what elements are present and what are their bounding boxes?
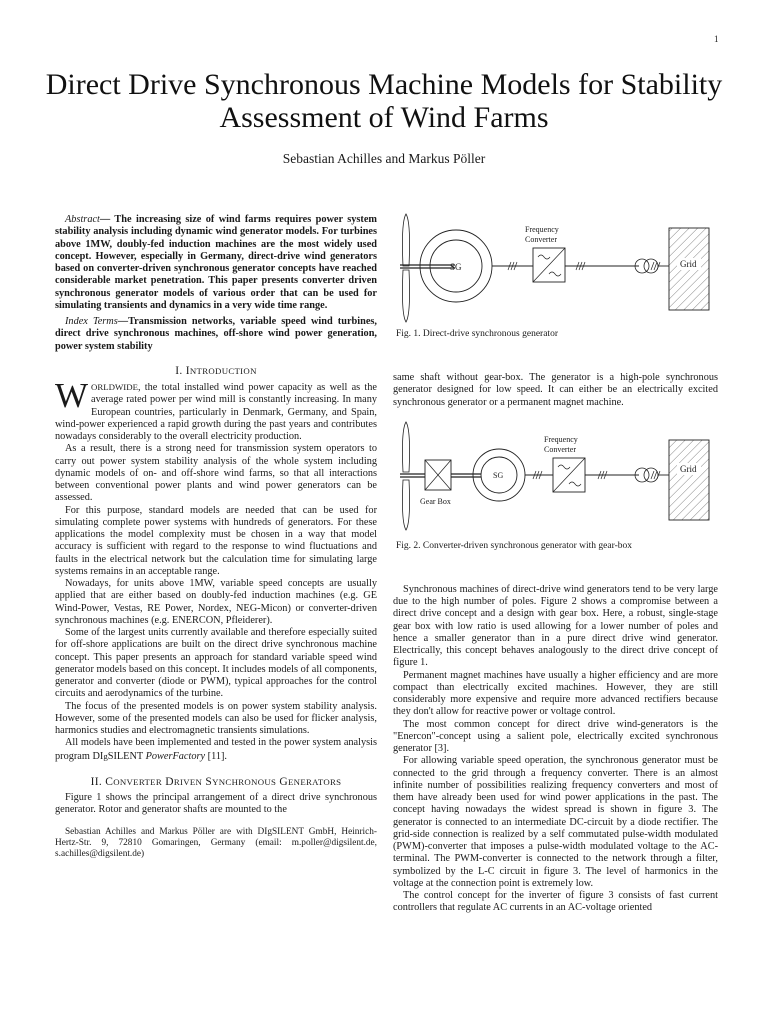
converter-diagonal bbox=[533, 248, 565, 282]
first-word-rest: ORLDWIDE bbox=[91, 382, 138, 392]
gearbox-label: Gear Box bbox=[420, 497, 451, 506]
converter-label-2: Converter bbox=[544, 445, 576, 454]
right-paragraph-4: For allowing variable speed operation, the synchronous generator must be connected to the grid through a frequency converter. There is an almost infinite number of possibilities realizing frequency converters and most of them have already been used for wind power applications in the past. The concept having nowadays the widest spread is shown in figure 3. The generator is connected to an intermediate DC-circuit by a diode rectifier. The grid-side connection is realized by a self commutated pulse-width modulated (PWM)-converter that imposes a pulse-width modulated voltage to the AC-terminal. The PWM-converter is connected to the network through a filter, symbolized by the L-C circuit in figure 3. The level of harmonics in the voltage at the connection point is extremely low. bbox=[393, 755, 718, 889]
right-paragraph-0: same shaft without gear-box. The generator is a high-pole synchronous generator designed for low speed. It can either be an electrically excited synchronous generator or a permanent magnet machine. bbox=[393, 372, 718, 408]
three-phase-mark-1 bbox=[508, 262, 517, 270]
sh-ynchronous: YNCHRONOUS bbox=[212, 776, 277, 787]
right-paragraph-2: Permanent magnet machines have usually a higher efficiency and are more compact than electrically excited machines. However, they are still considerably more expensive and require more advanced rectifiers because they don't allow for reactive power or voltage control. bbox=[393, 669, 718, 718]
abstract-text: — The increasing size of wind farms requires power system stability analysis including dynamic wind generator models. For turbines above 1MW, doubly-fed induction machines are the most widely used concept. However, especially in Germany, direct-drive wind generators based on converter-driven synchronous generator concepts have reached considerable market penetration. This paper presents converter driven synchronous generator models of various order that can be used for simulating transients and dynamics in a very wide time range. bbox=[55, 214, 377, 311]
paper-authors: Sebastian Achilles and Markus Pöller bbox=[282, 151, 486, 166]
transformer-secondary bbox=[644, 259, 658, 273]
converter-label-1: Frequency bbox=[544, 435, 578, 444]
figure-1-caption: Fig. 1. Direct-drive synchronous generator bbox=[396, 329, 558, 339]
section-number: I. bbox=[175, 364, 183, 377]
intro-paragraph-2: As a result, there is a strong need for transmission system operators to carry out power system stability analysis of the whole system including dynamic models of on- and off-shore wind farms, so that all interactions between conventional power plants and wind power generators can be assessed. bbox=[55, 443, 377, 504]
section2-paragraph-1: Figure 1 shows the principal arrangement of a direct drive synchronous generator. Rotor and generator shafts are mounted to the bbox=[55, 792, 377, 816]
intro-paragraph-3: For this purpose, standard models are needed that can be used for simulating complete power systems with hundreds of generators. For these applications the model complexity must be chosen in a way that model accuracy is sufficient with regard to the response to wind fluctuations and faults in the electrical network but the calculation time for simulating large systems remains in an acceptable range. bbox=[55, 504, 377, 577]
three-phase-mark-2 bbox=[598, 471, 607, 479]
section-title-initial: I bbox=[185, 364, 190, 377]
p7-end: [11]. bbox=[205, 750, 227, 762]
ac-wave-output bbox=[549, 272, 561, 276]
p7-mid: SILENT bbox=[107, 750, 146, 762]
intro-paragraph-6: The focus of the presented models is on power system stability analysis. However, some of the presented models can also be used for flicker analysis, harmonics studies and electromagnetic transients simulations. bbox=[55, 700, 377, 736]
powerfactory-name: PowerFactory bbox=[145, 750, 206, 762]
author-footnote: Sebastian Achilles and Markus Pöller are with DIgSILENT GmbH, Heinrich-Hertz-Str. 9, 72810 Gomaringen, Germany (email: m.poller@digsilent.de, s.achilles@digsilent.de) bbox=[55, 826, 377, 859]
converter-diagonal bbox=[553, 458, 585, 492]
ac-wave-output bbox=[569, 482, 581, 486]
abstract-label: Abstract bbox=[65, 214, 100, 225]
index-terms bbox=[55, 316, 377, 353]
blade-bottom bbox=[402, 270, 409, 322]
sh-riven: RIVEN bbox=[173, 776, 203, 787]
section-heading-converter bbox=[55, 776, 377, 788]
converter-label-2: Converter bbox=[525, 235, 557, 244]
left-column bbox=[55, 214, 377, 860]
paper-title: Direct Drive Synchronous Machine Models for Stability Assessment of Wind Farms bbox=[45, 68, 723, 134]
right-paragraph-1: Synchronous machines of direct-drive wind generators tend to be very large due to the high number of poles. Figure 2 shows a compromise between a direct drive concept and a design with gear box. Here, a robust, single-stage gear box with low ratio is used allowing for a lower number of poles and hence a smaller generator than in a pure direct drive wind generator. Electrically, this concept behaves analogously to the direct drive concept of figure 1. bbox=[393, 583, 718, 669]
section-title-rest: NTRODUCTION bbox=[189, 365, 257, 376]
three-phase-mark-1 bbox=[533, 471, 542, 479]
right-paragraph-5: The control concept for the inverter of figure 3 consists of fast current controllers that regulate AC currents in an AC-voltage oriented bbox=[393, 890, 718, 914]
figure-1-diagram bbox=[393, 210, 718, 326]
index-terms-text: —Transmission networks, variable speed wind turbines, direct drive synchronous machines, off-shore wind power generation, power system stability bbox=[55, 316, 377, 352]
right-paragraph-3: The most common concept for direct drive wind-generators is the "Enercon"-concept using a salient pole, electrically excited synchronous generator [3]. bbox=[393, 718, 718, 754]
transformer-secondary bbox=[644, 468, 658, 482]
blade-top bbox=[402, 422, 409, 472]
sh-d: D bbox=[165, 775, 174, 788]
blade-bottom bbox=[402, 480, 409, 530]
intro-p1-text: , the total installed wind power capacity as well as the average rated power per wind mill is constantly increasing. In many European countries, particularly in Denmark, Germany, and Spain, wind-power experienced a rapid growth during the past years and contributes nowadays considerably to the overall electricity production. bbox=[55, 382, 377, 442]
abstract bbox=[55, 214, 377, 312]
page-number: 1 bbox=[714, 34, 719, 44]
sh-enerators: ENERATORS bbox=[288, 776, 342, 787]
three-phase-mark-2 bbox=[576, 262, 585, 270]
sh-onverter: ONVERTER bbox=[113, 776, 163, 787]
intro-paragraph-1 bbox=[55, 376, 377, 443]
ac-wave-input bbox=[558, 465, 570, 469]
figure-2-caption: Fig. 2. Converter-driven synchronous generator with gear-box bbox=[396, 541, 633, 551]
sh-s: S bbox=[205, 775, 213, 788]
index-terms-label: Index Terms bbox=[65, 316, 118, 327]
generator-label: SG bbox=[493, 471, 504, 480]
ac-wave-input bbox=[538, 255, 550, 259]
blade-top bbox=[402, 214, 409, 266]
drop-cap: W bbox=[55, 376, 89, 415]
section-heading-introduction bbox=[55, 365, 377, 377]
section-number: II. bbox=[90, 775, 103, 788]
grid-block bbox=[669, 440, 709, 520]
grid-label: Grid bbox=[680, 464, 697, 474]
converter-label-1: Frequency bbox=[525, 225, 559, 234]
p7-g: g bbox=[103, 750, 108, 761]
intro-paragraph-4: Nowadays, for units above 1MW, variable speed concepts are usually applied that are either based on doubly-fed induction machines (e.g. GE Wind-Power, Vestas, RE Power, Nordex, NEG-Micon) or converter-driven synchronous machines (e.g. ENERCON, Pfleiderer). bbox=[55, 578, 377, 626]
grid-label: Grid bbox=[680, 259, 697, 269]
generator-label: SG bbox=[450, 262, 462, 272]
figure-2-diagram bbox=[393, 418, 718, 538]
p7-start: All models have been implemented and tested in the power system analysis program DI bbox=[55, 737, 377, 762]
sh-c: C bbox=[105, 775, 114, 788]
intro-paragraph-7 bbox=[55, 737, 377, 763]
intro-paragraph-5: Some of the largest units currently available and therefore especially suited for off-shore applications are built on the direct drive synchronous machine concept. This paper presents an approach for standard variable speed wind generator models based on this concept. It includes models of all components, generator and converter (diode or PWM), typical approaches for the control circuits and aerodynamics of the turbine. bbox=[55, 627, 377, 700]
sh-g: G bbox=[279, 775, 288, 788]
